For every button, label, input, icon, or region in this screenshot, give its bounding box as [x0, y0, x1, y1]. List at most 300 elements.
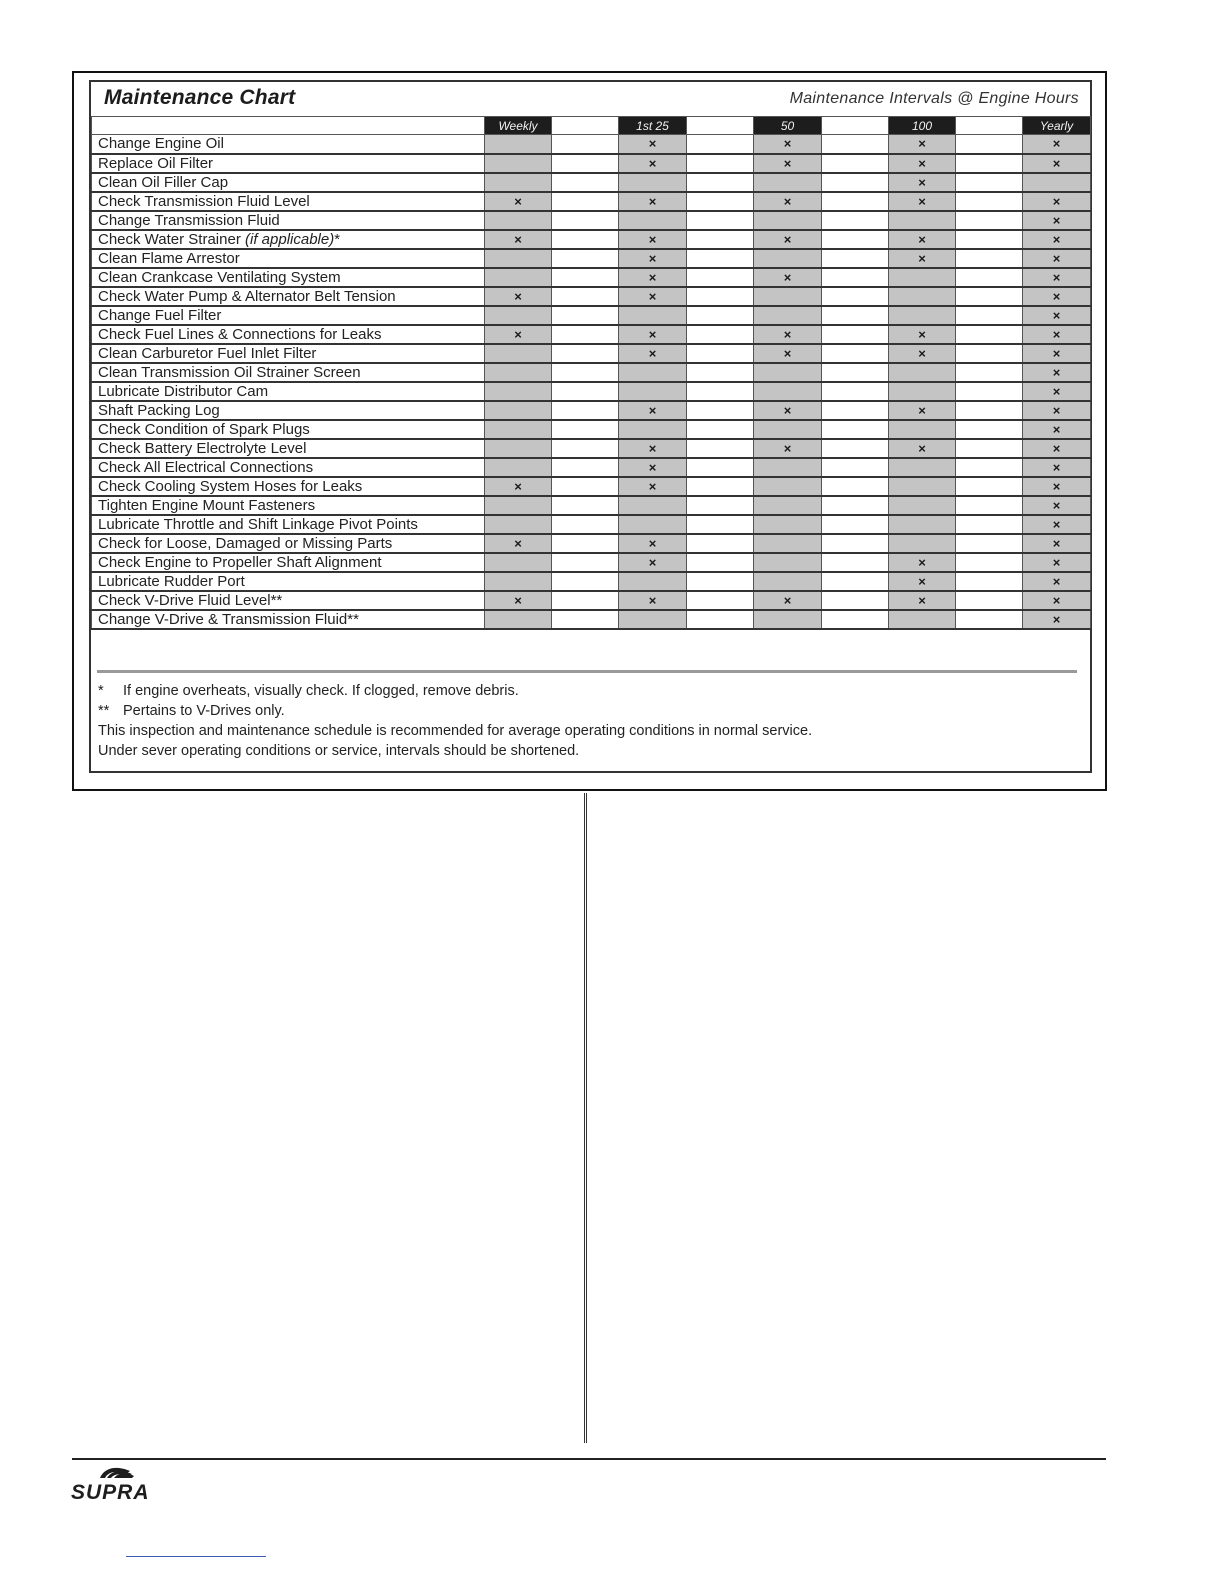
- interval-mark-cell: [754, 344, 822, 363]
- interval-mark-cell: [485, 382, 552, 401]
- check-mark-icon: ×: [1052, 592, 1061, 608]
- check-mark-icon: ×: [918, 345, 926, 361]
- interval-mark-cell: [889, 154, 956, 173]
- table-row: [92, 192, 1091, 211]
- footnote-1-text: If engine overheats, visually check. If clogged, remove debris.: [123, 683, 519, 699]
- interval-mark-cell: [485, 249, 552, 268]
- spacer-cell: [822, 534, 889, 553]
- interval-mark-cell: [485, 534, 552, 553]
- check-mark-icon: ×: [514, 231, 522, 247]
- check-mark-icon: ×: [1052, 136, 1061, 152]
- spacer-cell: [822, 477, 889, 496]
- footnote-1-marker: *: [98, 683, 104, 699]
- spacer-cell: [687, 572, 754, 591]
- interval-mark-cell: [485, 268, 552, 287]
- spacer-cell: [687, 325, 754, 344]
- interval-mark-cell: [754, 287, 822, 306]
- interval-mark-cell: [889, 249, 956, 268]
- interval-mark-cell: [1023, 325, 1091, 344]
- spacer-cell: [822, 496, 889, 515]
- check-mark-icon: ×: [514, 535, 522, 551]
- interval-mark-cell: [485, 211, 552, 230]
- table-row: [92, 591, 1091, 610]
- spacer-cell: [822, 192, 889, 211]
- interval-mark-cell: [619, 553, 687, 572]
- check-mark-icon: ×: [1052, 421, 1061, 437]
- task-name: Shaft Packing Log: [92, 401, 485, 420]
- interval-mark-cell: [754, 553, 822, 572]
- check-mark-icon: ×: [918, 250, 926, 266]
- spacer-cell: [552, 515, 619, 534]
- interval-header-weekly: Weekly: [485, 117, 552, 135]
- spacer-header: [552, 117, 619, 135]
- spacer-cell: [956, 591, 1023, 610]
- check-mark-icon: ×: [918, 193, 926, 209]
- task-name: Change Fuel Filter: [92, 306, 485, 325]
- spacer-cell: [552, 211, 619, 230]
- spacer-cell: [822, 268, 889, 287]
- spacer-cell: [956, 401, 1023, 420]
- task-column-header: [92, 117, 485, 135]
- task-name: Check Condition of Spark Plugs: [92, 420, 485, 439]
- interval-mark-cell: [754, 173, 822, 192]
- spacer-cell: [956, 325, 1023, 344]
- interval-mark-cell: [754, 401, 822, 420]
- supra-logo-wave-icon: [100, 1468, 134, 1478]
- spacer-cell: [956, 477, 1023, 496]
- table-row: [92, 458, 1091, 477]
- table-row: [92, 401, 1091, 420]
- check-mark-icon: ×: [1052, 402, 1061, 418]
- interval-mark-cell: [485, 173, 552, 192]
- interval-mark-cell: [754, 610, 822, 629]
- table-row: [92, 325, 1091, 344]
- interval-mark-cell: [619, 534, 687, 553]
- table-row: [92, 211, 1091, 230]
- interval-mark-cell: [1023, 401, 1091, 420]
- spacer-cell: [552, 610, 619, 629]
- interval-mark-cell: [1023, 439, 1091, 458]
- interval-mark-cell: [889, 173, 956, 192]
- interval-mark-cell: [619, 496, 687, 515]
- footnote-2-marker: **: [98, 703, 110, 719]
- table-row: [92, 610, 1091, 629]
- interval-mark-cell: [889, 306, 956, 325]
- spacer-cell: [552, 325, 619, 344]
- interval-mark-cell: [619, 610, 687, 629]
- interval-mark-cell: [889, 135, 956, 154]
- check-mark-icon: ×: [1052, 307, 1061, 323]
- interval-mark-cell: [619, 363, 687, 382]
- spacer-cell: [552, 496, 619, 515]
- table-row: [92, 268, 1091, 287]
- interval-mark-cell: [889, 572, 956, 591]
- interval-mark-cell: [1023, 553, 1091, 572]
- task-name: Clean Oil Filler Cap: [92, 173, 485, 192]
- footer-link-underline: [126, 1556, 266, 1557]
- spacer-cell: [956, 420, 1023, 439]
- footnote-1: [98, 681, 812, 701]
- spacer-cell: [687, 458, 754, 477]
- check-mark-icon: ×: [1052, 231, 1061, 247]
- spacer-cell: [552, 420, 619, 439]
- interval-mark-cell: [889, 420, 956, 439]
- interval-mark-cell: [889, 363, 956, 382]
- footnote-line-3: This inspection and maintenance schedule is recommended for average operating conditions in normal service.: [98, 723, 813, 739]
- interval-mark-cell: [1023, 591, 1091, 610]
- spacer-cell: [552, 534, 619, 553]
- check-mark-icon: ×: [648, 402, 657, 418]
- spacer-cell: [687, 154, 754, 173]
- interval-mark-cell: [1023, 572, 1091, 591]
- interval-mark-cell: [485, 458, 552, 477]
- spacer-cell: [822, 135, 889, 154]
- interval-mark-cell: [889, 458, 956, 477]
- spacer-cell: [687, 173, 754, 192]
- task-name: Check Cooling System Hoses for Leaks: [92, 477, 485, 496]
- task-name: Check Water Strainer (if applicable)*: [92, 230, 485, 249]
- interval-mark-cell: [889, 192, 956, 211]
- spacer-cell: [822, 287, 889, 306]
- interval-mark-cell: [619, 268, 687, 287]
- table-row: [92, 287, 1091, 306]
- interval-mark-cell: [485, 420, 552, 439]
- check-mark-icon: ×: [918, 402, 926, 418]
- interval-mark-cell: [619, 591, 687, 610]
- interval-mark-cell: [485, 572, 552, 591]
- interval-mark-cell: [619, 477, 687, 496]
- table-row: [92, 553, 1091, 572]
- interval-mark-cell: [619, 192, 687, 211]
- spacer-cell: [822, 553, 889, 572]
- spacer-cell: [956, 173, 1023, 192]
- check-mark-icon: ×: [648, 250, 657, 266]
- task-name: Check All Electrical Connections: [92, 458, 485, 477]
- task-name: Change Transmission Fluid: [92, 211, 485, 230]
- interval-mark-cell: [619, 287, 687, 306]
- check-mark-icon: ×: [1052, 155, 1061, 171]
- interval-mark-cell: [485, 477, 552, 496]
- check-mark-icon: ×: [918, 592, 926, 608]
- spacer-cell: [956, 363, 1023, 382]
- spacer-cell: [822, 610, 889, 629]
- check-mark-icon: ×: [1052, 269, 1061, 285]
- check-mark-icon: ×: [1052, 288, 1061, 304]
- interval-mark-cell: [1023, 344, 1091, 363]
- spacer-cell: [822, 382, 889, 401]
- table-row: [92, 173, 1091, 192]
- footer-rule: [72, 1458, 1106, 1460]
- table-row: [92, 230, 1091, 249]
- task-name: Clean Carburetor Fuel Inlet Filter: [92, 344, 485, 363]
- interval-mark-cell: [485, 515, 552, 534]
- interval-mark-cell: [1023, 287, 1091, 306]
- check-mark-icon: ×: [648, 269, 657, 285]
- spacer-cell: [687, 306, 754, 325]
- check-mark-icon: ×: [648, 326, 657, 342]
- check-mark-icon: ×: [1052, 611, 1061, 627]
- interval-mark-cell: [485, 439, 552, 458]
- interval-mark-cell: [754, 230, 822, 249]
- check-mark-icon: ×: [648, 478, 657, 494]
- spacer-cell: [687, 515, 754, 534]
- spacer-cell: [552, 287, 619, 306]
- check-mark-icon: ×: [514, 288, 522, 304]
- spacer-cell: [552, 591, 619, 610]
- interval-mark-cell: [619, 230, 687, 249]
- interval-mark-cell: [485, 591, 552, 610]
- check-mark-icon: ×: [783, 592, 792, 608]
- spacer-cell: [956, 496, 1023, 515]
- check-mark-icon: ×: [648, 155, 657, 171]
- table-row: [92, 363, 1091, 382]
- interval-mark-cell: [619, 458, 687, 477]
- interval-mark-cell: [485, 287, 552, 306]
- footnote-divider: [97, 670, 1077, 673]
- spacer-cell: [956, 458, 1023, 477]
- table-row: [92, 154, 1091, 173]
- spacer-cell: [822, 211, 889, 230]
- check-mark-icon: ×: [1052, 212, 1061, 228]
- interval-mark-cell: [1023, 306, 1091, 325]
- spacer-cell: [552, 439, 619, 458]
- interval-mark-cell: [889, 287, 956, 306]
- check-mark-icon: ×: [648, 440, 657, 456]
- task-name: Lubricate Throttle and Shift Linkage Pivot Points: [92, 515, 485, 534]
- spacer-header: [822, 117, 889, 135]
- task-name: Clean Transmission Oil Strainer Screen: [92, 363, 485, 382]
- interval-mark-cell: [619, 154, 687, 173]
- spacer-cell: [552, 249, 619, 268]
- spacer-cell: [956, 135, 1023, 154]
- spacer-cell: [822, 458, 889, 477]
- interval-mark-cell: [754, 211, 822, 230]
- spacer-cell: [552, 173, 619, 192]
- task-name: Check Transmission Fluid Level: [92, 192, 485, 211]
- spacer-header: [956, 117, 1023, 135]
- interval-mark-cell: [485, 192, 552, 211]
- spacer-cell: [687, 211, 754, 230]
- spacer-cell: [822, 401, 889, 420]
- task-name: Check Water Pump & Alternator Belt Tension: [92, 287, 485, 306]
- spacer-cell: [822, 420, 889, 439]
- check-mark-icon: ×: [1052, 478, 1061, 494]
- task-name: Clean Crankcase Ventilating System: [92, 268, 485, 287]
- spacer-cell: [822, 439, 889, 458]
- check-mark-icon: ×: [783, 269, 792, 285]
- interval-mark-cell: [619, 420, 687, 439]
- interval-mark-cell: [1023, 420, 1091, 439]
- spacer-cell: [687, 192, 754, 211]
- footnotes: [98, 681, 812, 761]
- supra-logo-text: SUPRA: [71, 1481, 150, 1502]
- check-mark-icon: ×: [514, 326, 522, 342]
- check-mark-icon: ×: [1052, 326, 1061, 342]
- spacer-cell: [822, 572, 889, 591]
- spacer-cell: [687, 591, 754, 610]
- spacer-cell: [687, 287, 754, 306]
- interval-mark-cell: [754, 439, 822, 458]
- interval-mark-cell: [1023, 477, 1091, 496]
- check-mark-icon: ×: [918, 174, 926, 190]
- spacer-cell: [822, 230, 889, 249]
- task-name: Tighten Engine Mount Fasteners: [92, 496, 485, 515]
- interval-mark-cell: [485, 610, 552, 629]
- spacer-cell: [822, 325, 889, 344]
- check-mark-icon: ×: [1052, 516, 1061, 532]
- check-mark-icon: ×: [648, 554, 657, 570]
- interval-mark-cell: [619, 306, 687, 325]
- spacer-cell: [687, 363, 754, 382]
- interval-mark-cell: [889, 477, 956, 496]
- interval-mark-cell: [619, 439, 687, 458]
- interval-mark-cell: [754, 325, 822, 344]
- spacer-cell: [822, 249, 889, 268]
- interval-mark-cell: [1023, 249, 1091, 268]
- spacer-cell: [822, 173, 889, 192]
- table-row: [92, 496, 1091, 515]
- check-mark-icon: ×: [648, 193, 657, 209]
- task-name: Check for Loose, Damaged or Missing Parts: [92, 534, 485, 553]
- check-mark-icon: ×: [918, 554, 926, 570]
- check-mark-icon: ×: [918, 136, 926, 152]
- spacer-cell: [956, 287, 1023, 306]
- interval-mark-cell: [1023, 363, 1091, 382]
- supra-logo: [70, 1466, 182, 1502]
- task-name: Check Battery Electrolyte Level: [92, 439, 485, 458]
- check-mark-icon: ×: [1052, 345, 1061, 361]
- interval-mark-cell: [889, 496, 956, 515]
- spacer-cell: [552, 268, 619, 287]
- interval-mark-cell: [619, 211, 687, 230]
- interval-mark-cell: [754, 477, 822, 496]
- spacer-cell: [687, 534, 754, 553]
- spacer-cell: [956, 306, 1023, 325]
- spacer-cell: [687, 477, 754, 496]
- interval-mark-cell: [889, 553, 956, 572]
- check-mark-icon: ×: [1052, 554, 1061, 570]
- interval-mark-cell: [485, 344, 552, 363]
- check-mark-icon: ×: [783, 326, 792, 342]
- interval-mark-cell: [619, 135, 687, 154]
- task-name: Change V-Drive & Transmission Fluid**: [92, 610, 485, 629]
- interval-mark-cell: [754, 591, 822, 610]
- spacer-cell: [687, 230, 754, 249]
- check-mark-icon: ×: [783, 155, 792, 171]
- check-mark-icon: ×: [783, 231, 792, 247]
- spacer-cell: [956, 344, 1023, 363]
- spacer-cell: [687, 496, 754, 515]
- interval-mark-cell: [619, 249, 687, 268]
- spacer-cell: [956, 553, 1023, 572]
- spacer-cell: [687, 401, 754, 420]
- spacer-cell: [822, 306, 889, 325]
- interval-mark-cell: [889, 610, 956, 629]
- spacer-cell: [956, 515, 1023, 534]
- interval-mark-cell: [485, 363, 552, 382]
- check-mark-icon: ×: [648, 592, 657, 608]
- spacer-cell: [956, 230, 1023, 249]
- spacer-cell: [687, 268, 754, 287]
- table-row: [92, 306, 1091, 325]
- interval-mark-cell: [1023, 515, 1091, 534]
- check-mark-icon: ×: [648, 136, 657, 152]
- chart-subtitle: Maintenance Intervals @ Engine Hours: [789, 90, 1079, 107]
- interval-header-50: 50: [754, 117, 822, 135]
- interval-header-yearly: Yearly: [1023, 117, 1091, 135]
- task-name: Lubricate Distributor Cam: [92, 382, 485, 401]
- spacer-cell: [956, 610, 1023, 629]
- spacer-cell: [687, 610, 754, 629]
- interval-mark-cell: [754, 192, 822, 211]
- table-row: [92, 249, 1091, 268]
- check-mark-icon: ×: [918, 231, 926, 247]
- maintenance-table-body: [92, 135, 1091, 629]
- check-mark-icon: ×: [1052, 440, 1061, 456]
- check-mark-icon: ×: [648, 459, 657, 475]
- spacer-cell: [552, 344, 619, 363]
- interval-mark-cell: [485, 306, 552, 325]
- check-mark-icon: ×: [1052, 535, 1061, 551]
- interval-mark-cell: [889, 230, 956, 249]
- footnote-2: [98, 701, 812, 721]
- interval-mark-cell: [1023, 268, 1091, 287]
- interval-mark-cell: [619, 401, 687, 420]
- spacer-cell: [687, 135, 754, 154]
- spacer-cell: [687, 249, 754, 268]
- spacer-cell: [956, 249, 1023, 268]
- table-header-row: [92, 117, 1091, 135]
- interval-mark-cell: [754, 420, 822, 439]
- check-mark-icon: ×: [783, 402, 792, 418]
- spacer-cell: [956, 534, 1023, 553]
- spacer-cell: [552, 192, 619, 211]
- interval-mark-cell: [754, 534, 822, 553]
- interval-mark-cell: [889, 325, 956, 344]
- interval-mark-cell: [1023, 382, 1091, 401]
- check-mark-icon: ×: [1052, 497, 1061, 513]
- spacer-cell: [552, 401, 619, 420]
- spacer-cell: [552, 306, 619, 325]
- interval-mark-cell: [889, 534, 956, 553]
- spacer-cell: [552, 572, 619, 591]
- interval-mark-cell: [754, 268, 822, 287]
- interval-mark-cell: [1023, 458, 1091, 477]
- table-row: [92, 477, 1091, 496]
- spacer-cell: [687, 382, 754, 401]
- table-row: [92, 515, 1091, 534]
- check-mark-icon: ×: [1052, 193, 1061, 209]
- interval-mark-cell: [889, 591, 956, 610]
- interval-mark-cell: [619, 572, 687, 591]
- interval-mark-cell: [889, 382, 956, 401]
- column-divider: [584, 793, 587, 1443]
- interval-mark-cell: [1023, 610, 1091, 629]
- spacer-header: [687, 117, 754, 135]
- interval-mark-cell: [754, 249, 822, 268]
- interval-mark-cell: [754, 154, 822, 173]
- check-mark-icon: ×: [918, 326, 926, 342]
- interval-mark-cell: [754, 306, 822, 325]
- task-name: Check Fuel Lines & Connections for Leaks: [92, 325, 485, 344]
- check-mark-icon: ×: [648, 288, 657, 304]
- interval-mark-cell: [619, 344, 687, 363]
- task-name: Lubricate Rudder Port: [92, 572, 485, 591]
- check-mark-icon: ×: [1052, 364, 1061, 380]
- interval-mark-cell: [1023, 534, 1091, 553]
- table-row: [92, 135, 1091, 154]
- check-mark-icon: ×: [1052, 459, 1061, 475]
